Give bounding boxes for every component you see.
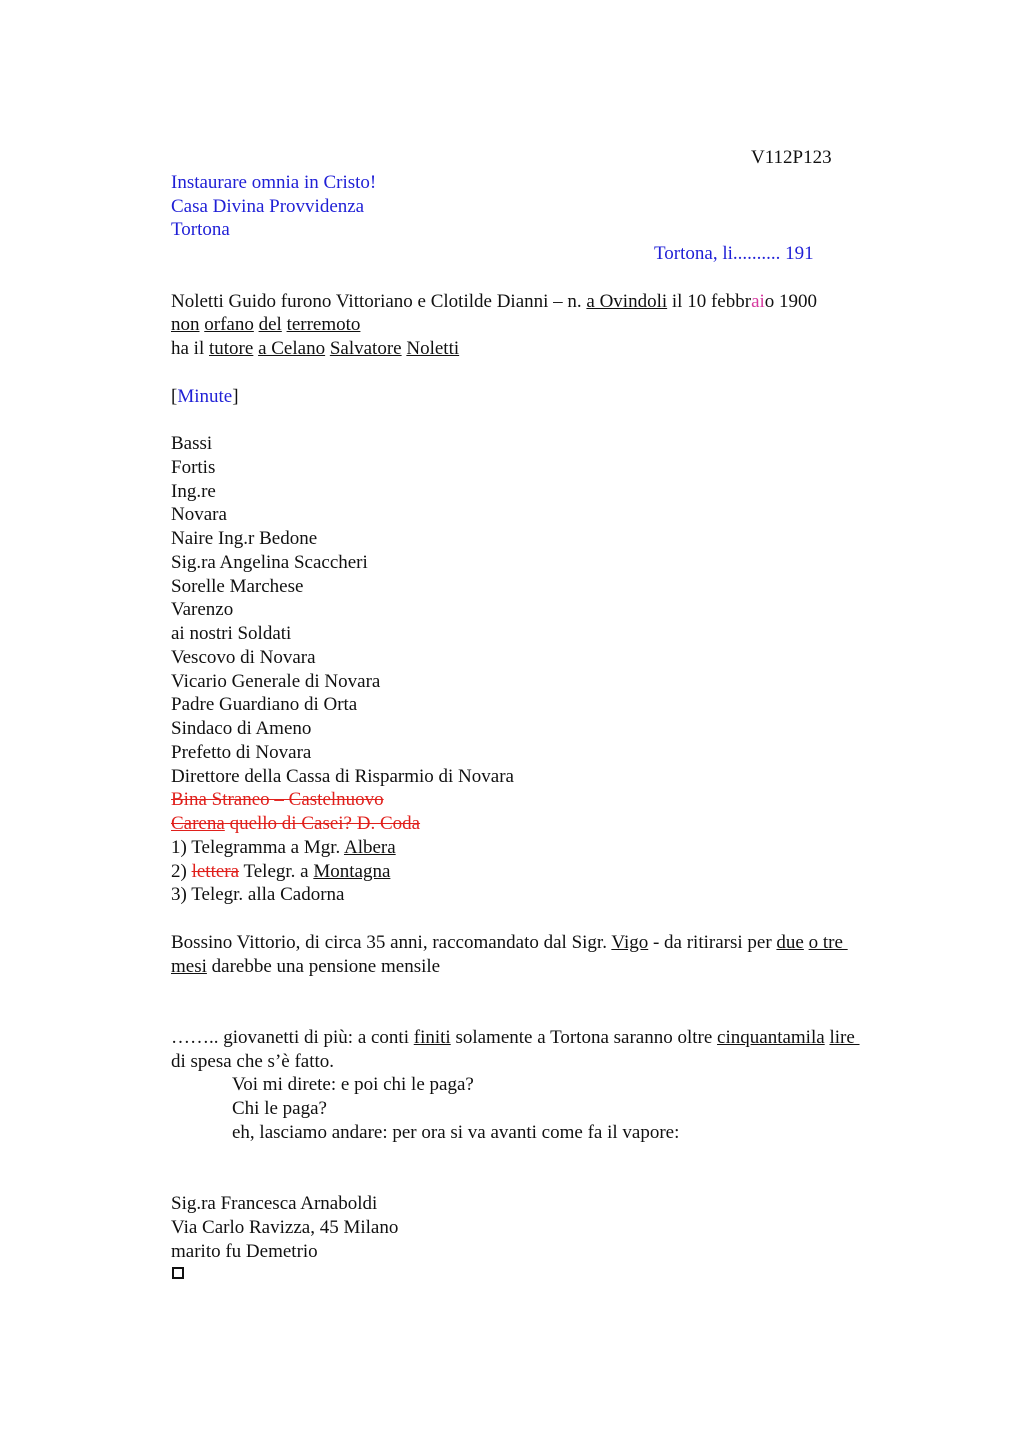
underlined-word: del bbox=[258, 314, 282, 335]
underlined-name: Albera bbox=[343, 837, 396, 858]
struck-underlined-word: Carena bbox=[171, 813, 225, 834]
correction-letter: a bbox=[751, 291, 760, 312]
giovanetti-line-1 bbox=[171, 1026, 860, 1050]
correction-letter: i bbox=[759, 291, 765, 312]
list-item: Naire Ing.r Bedone bbox=[171, 528, 318, 549]
text: Bossino Vittorio, di circa 35 anni, raccomandato dal Sigr. bbox=[171, 932, 612, 953]
underlined-word: terremoto bbox=[286, 314, 361, 335]
underlined-word: a Celano bbox=[258, 338, 326, 359]
underlined-word: o tre bbox=[808, 932, 848, 953]
list-item: Fortis bbox=[171, 457, 216, 478]
noletti-line-2 bbox=[171, 313, 360, 337]
underlined-word: Salvatore bbox=[329, 338, 402, 359]
bossino-line-1 bbox=[171, 931, 848, 955]
text: 1) Telegramma a Mgr. bbox=[171, 837, 344, 858]
underlined-word: Noletti bbox=[406, 338, 460, 359]
giovanetti-line-2: di spesa che s’è fatto. bbox=[171, 1051, 335, 1072]
minute-label: Minute bbox=[177, 386, 233, 407]
letterhead-city: Tortona bbox=[171, 219, 230, 240]
list-item: Varenzo bbox=[171, 599, 234, 620]
list-item: ai nostri Soldati bbox=[171, 623, 292, 644]
struck-text: quello di Casei? D. Coda bbox=[224, 813, 421, 834]
list-item: Sindaco di Ameno bbox=[171, 718, 312, 739]
noletti-line-1 bbox=[171, 290, 817, 314]
underlined-word: non bbox=[171, 314, 200, 335]
list-item: Prefetto di Novara bbox=[171, 742, 312, 763]
text: Noletti Guido furono Vittoriano e Clotilde Dianni – n. bbox=[171, 291, 587, 312]
text: o 1900 bbox=[764, 291, 818, 312]
bossino-line-2 bbox=[171, 955, 440, 979]
text: ha il bbox=[171, 338, 209, 359]
minute-heading bbox=[171, 385, 239, 409]
list-item: Vescovo di Novara bbox=[171, 647, 316, 668]
address-street: Via Carlo Ravizza, 45 Milano bbox=[171, 1217, 399, 1238]
giovanetti-line-4: Chi le paga? bbox=[232, 1098, 327, 1119]
list-item: Padre Guardiano di Orta bbox=[171, 694, 358, 715]
struck-line-carena bbox=[171, 812, 420, 836]
underlined-word: mesi bbox=[171, 956, 207, 977]
text: il 10 febbr bbox=[667, 291, 752, 312]
bracket: ] bbox=[232, 386, 239, 407]
address-name: Sig.ra Francesca Arnaboldi bbox=[171, 1193, 378, 1214]
underlined-place: a Ovindoli bbox=[586, 291, 668, 312]
list-item: Sorelle Marchese bbox=[171, 576, 304, 597]
list-item: Ing.re bbox=[171, 481, 216, 502]
struck-word: lettera bbox=[191, 861, 240, 882]
document-id: V112P123 bbox=[751, 147, 832, 168]
telegram-2 bbox=[171, 860, 390, 884]
text: 2) bbox=[171, 861, 192, 882]
telegram-1 bbox=[171, 836, 396, 860]
text: solamente a Tortona saranno oltre bbox=[450, 1027, 718, 1048]
letterhead-institution: Casa Divina Provvidenza bbox=[171, 196, 365, 217]
text: …….. giovanetti di più: a conti bbox=[171, 1027, 414, 1048]
underlined-word: orfano bbox=[204, 314, 254, 335]
underlined-word: finiti bbox=[413, 1027, 451, 1048]
text: darebbe una pensione mensile bbox=[206, 956, 441, 977]
list-item: Sig.ra Angelina Scaccheri bbox=[171, 552, 368, 573]
underlined-word: due bbox=[776, 932, 804, 953]
struck-line-bina: Bina Straneo – Castelnuovo bbox=[171, 789, 384, 810]
noletti-line-3 bbox=[171, 337, 459, 361]
address-note: marito fu Demetrio bbox=[171, 1241, 318, 1262]
underlined-word: tutore bbox=[209, 338, 254, 359]
list-item: Vicario Generale di Novara bbox=[171, 671, 381, 692]
giovanetti-line-3: Voi mi direte: e poi chi le paga? bbox=[232, 1074, 474, 1095]
list-item: Direttore della Cassa di Risparmio di Novara bbox=[171, 766, 514, 787]
list-item: Bassi bbox=[171, 433, 213, 454]
checkbox-square-icon bbox=[172, 1267, 184, 1279]
underlined-word: Vigo bbox=[611, 932, 649, 953]
letterhead-date-line: Tortona, li.......... 191 bbox=[654, 243, 814, 264]
text: Telegr. a bbox=[239, 861, 314, 882]
bracket: [ bbox=[171, 386, 178, 407]
list-item: Novara bbox=[171, 504, 227, 525]
letterhead-motto: Instaurare omnia in Cristo! bbox=[171, 172, 377, 193]
underlined-word: lire bbox=[829, 1027, 860, 1048]
giovanetti-line-5: eh, lasciamo andare: per ora si va avanti come fa il vapore: bbox=[232, 1122, 680, 1143]
underlined-word: cinquantamila bbox=[717, 1027, 825, 1048]
text: - da ritirarsi per bbox=[648, 932, 777, 953]
underlined-name: Montagna bbox=[313, 861, 391, 882]
telegram-3: 3) Telegr. alla Cadorna bbox=[171, 884, 345, 905]
